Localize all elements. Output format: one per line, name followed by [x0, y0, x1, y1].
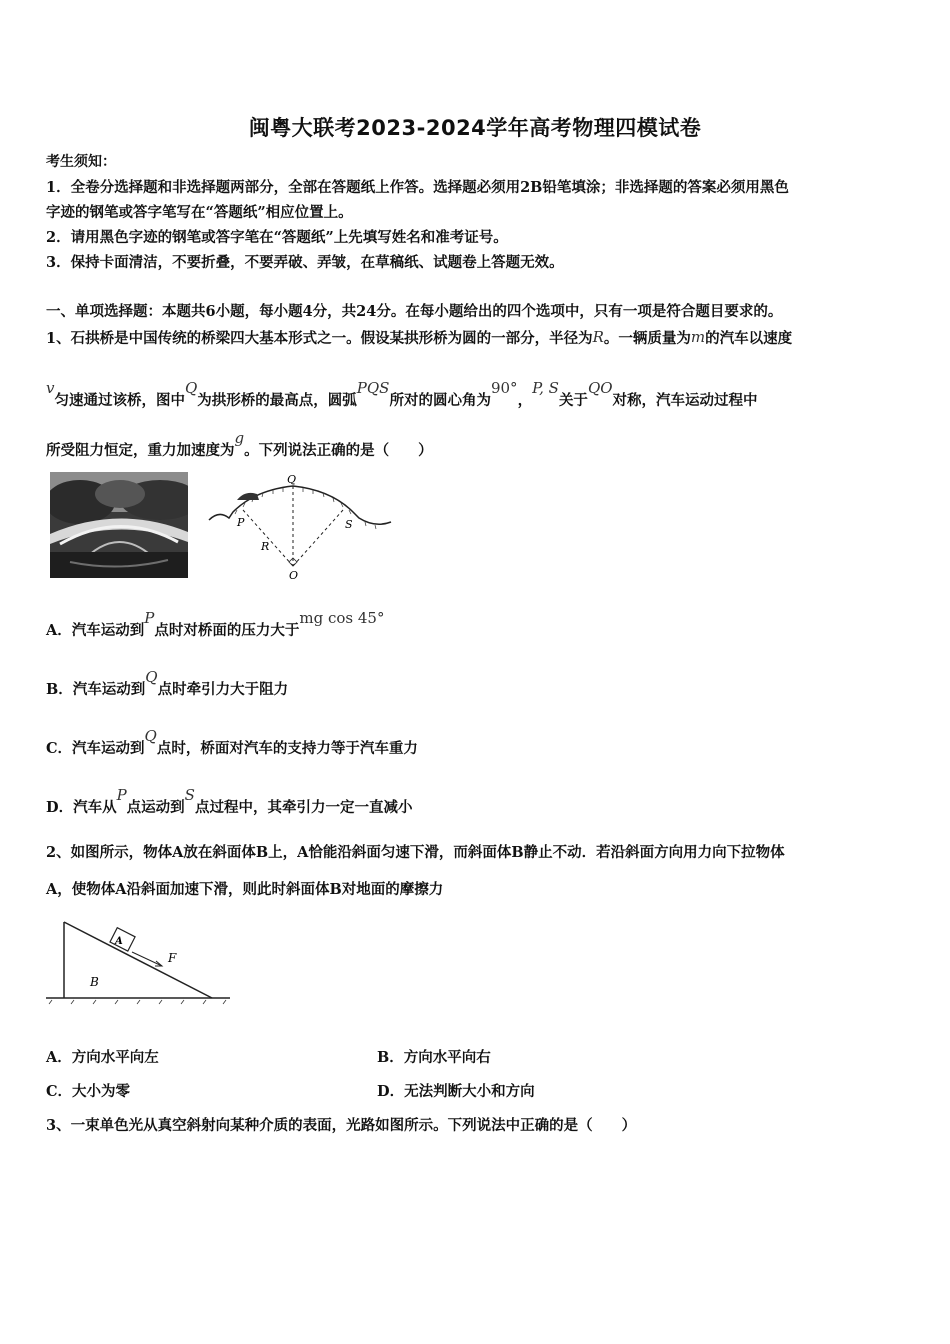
- car-icon: [237, 493, 259, 500]
- label-R: R: [261, 540, 270, 553]
- symbol-QO: QO: [587, 379, 613, 397]
- symbol-PS: P, S: [532, 379, 559, 397]
- symbol-PQS: PQS: [356, 379, 390, 397]
- symbol-v: v: [46, 379, 55, 397]
- q1-option-d: D．汽车从P点运动到S点过程中，其牵引力一定一直减小: [46, 786, 413, 816]
- q2-option-a: A．方向水平向左: [46, 1049, 159, 1066]
- symbol-90deg: 90°: [490, 379, 518, 397]
- label-F: F: [168, 951, 177, 965]
- symbol-Q: Q: [184, 379, 198, 397]
- section-heading: 一、单项选择题：本题共6小题，每小题4分，共24分。在每小题给出的四个选项中，只有一项是符合题目要求的。: [46, 303, 783, 320]
- notice-item-1-cont: 字迹的钢笔或答字笔写在“答题纸”相应位置上。: [46, 204, 353, 221]
- stone-bridge-photo: [50, 472, 188, 578]
- q2-line-2: A，使物体A沿斜面加速下滑，则此时斜面体B对地面的摩擦力: [46, 881, 444, 898]
- label-Q: Q: [287, 473, 297, 486]
- notice-heading: 考生须知：: [46, 154, 116, 170]
- label-O: O: [289, 569, 299, 582]
- q1-option-a: A．汽车运动到P点时对桥面的压力大于mg cos 45°: [46, 609, 385, 639]
- symbol-m: m: [690, 328, 706, 346]
- q1-line-1: 1、石拱桥是中国传统的桥梁四大基本形式之一。假设某拱形桥为圆的一部分，半径为R。一辆质量为m的汽车以速度: [46, 328, 793, 347]
- q2-line-1: 2、如图所示，物体A放在斜面体B上，A恰能沿斜面匀速下滑，而斜面体B静止不动．若沿斜面方向用力向下拉物体: [46, 844, 785, 861]
- q2-option-d: D．无法判断大小和方向: [377, 1083, 535, 1100]
- label-S: S: [345, 518, 353, 531]
- notice-item-1: 1．全卷分选择题和非选择题两部分，全部在答题纸上作答。选择题必须用2B铅笔填涂；非选择题的答案必须用黑色: [46, 179, 789, 196]
- label-A: A: [115, 936, 123, 947]
- label-P: P: [237, 516, 245, 529]
- q1-line-2: v匀速通过该桥，图中Q为拱形桥的最高点，圆弧PQS所对的圆心角为90°，P, S关于QO对称，汽车运动过程中: [46, 379, 758, 409]
- q1-option-c: C．汽车运动到Q点时，桥面对汽车的支持力等于汽车重力: [46, 727, 418, 757]
- notice-item-3: 3．保持卡面清洁，不要折叠，不要弄破、弄皱，在草稿纸、试题卷上答题无效。: [46, 254, 564, 271]
- q3-line-1: 3、一束单色光从真空斜射向某种介质的表面，光路如图所示。下列说法中正确的是（ ）: [46, 1117, 637, 1134]
- label-B: B: [90, 975, 99, 989]
- q1-line-3: 所受阻力恒定，重力加速度为g。下列说法正确的是（ ）: [46, 429, 433, 459]
- notice-item-2: 2．请用黑色字迹的钢笔或答字笔在“答题纸”上先填写姓名和准考证号。: [46, 229, 508, 246]
- q1-option-b: B．汽车运动到Q点时牵引力大于阻力: [46, 668, 289, 698]
- symbol-R: R: [592, 328, 604, 346]
- q2-option-c: C．大小为零: [46, 1083, 131, 1100]
- incline-diagram: [44, 918, 234, 1006]
- arch-bridge-diagram: [205, 470, 400, 585]
- symbol-g: g: [234, 429, 245, 447]
- q2-option-b: B．方向水平向右: [377, 1049, 491, 1066]
- page-title: 闽粤大联考2023-2024学年高考物理四模试卷: [248, 116, 702, 140]
